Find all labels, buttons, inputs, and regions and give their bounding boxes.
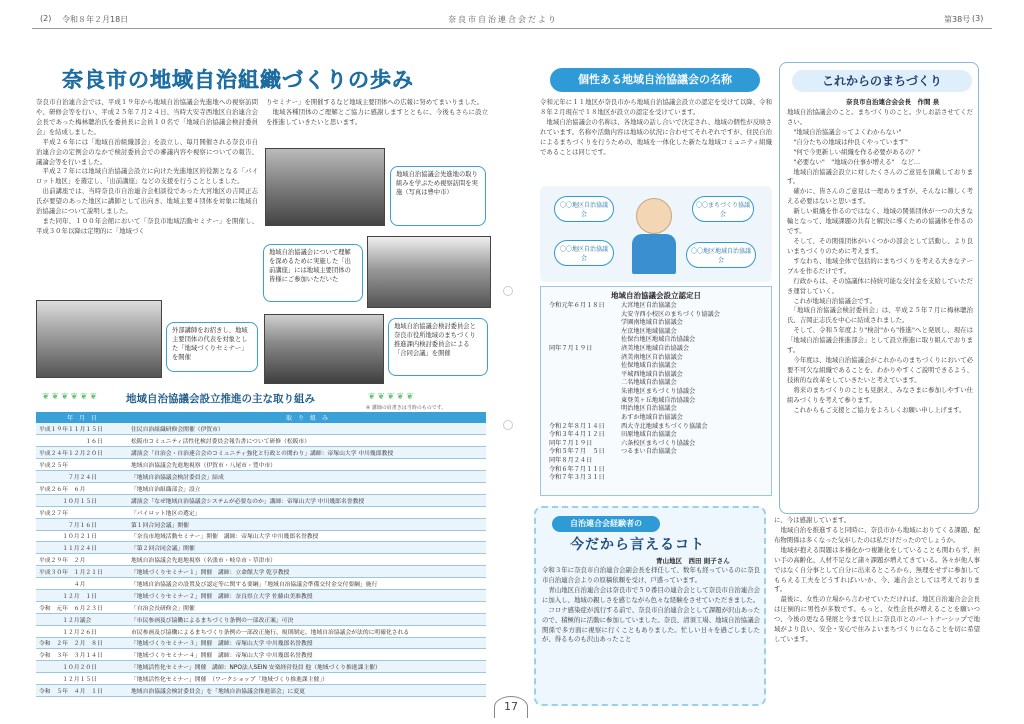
row-date: 令和 ２年 ２月 ８日 <box>36 637 128 649</box>
row-content: 住民自治組織研修会開催（伊賀市） <box>128 423 486 435</box>
header-rule <box>32 28 992 29</box>
row-date: 平成２６年 ６月 <box>36 482 128 494</box>
row-content: 「奈良市地域活動セミナー」開催 講師：帝塚山大学 中川幾郎名誉教授 <box>128 530 486 542</box>
efforts-note: ※ 講師の肩書きは当時のものです。 <box>366 405 447 411</box>
photo-outreach-lecture <box>367 236 491 308</box>
row-date: 平成２５年 <box>36 459 128 471</box>
caption-site-visit: 地域自治協議会先進地の取り組みを学ぶため視察訪問を実施（写真は豊中市） <box>390 166 486 226</box>
row-date: ４月 <box>36 578 128 590</box>
row-content: 「地域自治協議会検討委員会」結成 <box>128 471 486 483</box>
experience-title-small: 自治連合会経験者の <box>552 516 660 532</box>
cert-group: 六条校区まちづくり協議会 <box>621 439 696 447</box>
row-date: １２月２６日 <box>36 625 128 637</box>
mascot-head-icon <box>636 198 672 234</box>
efforts-title: 地域自治協議会設立推進の主な取り組み <box>126 393 315 405</box>
row-content: 地域自治協議会先進地視察（名張市・岐阜市・草津市） <box>128 554 486 566</box>
cert-group: 西大寺北地域まちづくり協議会 <box>621 422 708 430</box>
certification-groups <box>621 302 769 457</box>
row-content: 「地域づくりセミナー２」開催 講師：奈良県立大学 佐藤由美准教授 <box>128 589 486 601</box>
row-content: 「地域自治協議会の設置及び認定等に関する要綱」「地域自治協議会準備交付金交付要綱」施行 <box>128 578 486 590</box>
cert-group: 済美地区地域自治協議会 <box>621 345 690 353</box>
row-date: 平成２７年 <box>36 506 128 518</box>
row-content: 「第２回合同会議」開催 <box>128 542 486 554</box>
certification-box <box>540 286 772 496</box>
row-content: 第１回合同会議」開催 <box>128 518 486 530</box>
cert-date: 同年７月１９日 <box>549 345 593 353</box>
table-row <box>36 530 486 542</box>
right-page-number: (3) <box>972 14 984 23</box>
experience-title-big: 今だから言えるコト <box>570 537 705 553</box>
row-date: 令和 ３年 ３月１４日 <box>36 649 128 661</box>
cert-group: 学園南地域自治協議会 <box>621 319 683 327</box>
cert-group: つるまい自治協議会 <box>621 448 677 456</box>
cert-date <box>549 362 615 371</box>
cert-date <box>549 319 615 328</box>
caption-outreach-lecture: 地域自治協議会について理解を深めるために実施した「出前講座」には地域主要団体の皆様にご参加いただいた <box>263 244 363 302</box>
row-content: 「自治会長研修会」開催 <box>128 601 486 613</box>
feature-title: 奈良市の地域自治組織づくりの歩み <box>62 68 414 92</box>
cert-group: 済美南地区自治協議会 <box>621 353 683 361</box>
cert-group: 大安寺西小校区のまちづくり協議会 <box>621 310 720 318</box>
table-row <box>36 447 486 459</box>
names-body: 令和元年に１１地区が奈良市から地域自治協議会設立の認定を受けて以降、令和８年２月現在で１８地区が設立の認定を受けています。 地域自治協議会の名称は、各地域の話し合いで決定され、地域の個性が反映されています。名称や活動内容は地域の状況に合わせてそれぞれですが、住民自治によるまちづくりを行うための、地域を一体化した新たな地域コミュニティ組織であることは同じです。 <box>540 98 772 156</box>
table-row <box>36 435 486 447</box>
photo-site-visit <box>265 148 385 226</box>
row-content: 講演会「自治会・自治連合会のコミュニティ強化と行政との関わり」講師：帝塚山大学 中川幾郎教授 <box>128 447 486 459</box>
cert-date: 令和３年４月１２日 <box>549 431 605 439</box>
row-date: １２月 １日 <box>36 589 128 601</box>
issue-number: 第38号 <box>944 15 971 24</box>
experience-body-col1: 令和３年に奈良市自治連合会副会長を拝任して、数年も経っているのに奈良市自治連合会よりの原稿依頼を受け、戸惑っています。 青山地区自治連合会は奈良市で５０番目の連合会として奈良市自治連合会に加入し、地域の親しさを感じながら色々な経験をさせていただきました。 コロナ感染症が流行する前で、奈良市自治連合会として課題が沢山あったので、積極的に活動に参加していました。奈良、清須工場、地域自治協議会関係で多方面に視察に行くこともありました。忙しい日々を過ごしましたが、得るものも沢山あったこと <box>542 566 760 644</box>
cert-group: 平城西地域自治協議会 <box>621 370 683 378</box>
table-row <box>36 471 486 483</box>
blob-district-2: 〇〇地区自治協議会 <box>554 240 614 266</box>
leaf-decoration-right: ❦❦❦❦❦ <box>368 392 416 402</box>
table-row <box>36 625 486 637</box>
row-content: 「地域づくりセミナー３」開催 講師：帝塚山大学 中川幾郎名誉教授 <box>128 637 486 649</box>
cert-date <box>549 371 615 380</box>
cert-date: 令和２年８月１４日 <box>549 422 605 430</box>
cert-date: 令和元年６月１８日 <box>549 302 605 309</box>
row-content: 「パイロット地区の選定」 <box>128 506 486 518</box>
newsletter-title: 奈良市自治連合会だより <box>448 15 558 24</box>
cert-date <box>549 336 615 345</box>
row-date: １０月１５日 <box>36 494 128 506</box>
row-date: 平成２９年 ２月 <box>36 554 128 566</box>
row-content: 松阪市コミュニティ活性化検討委員会報告書について研修（松阪市） <box>128 435 486 447</box>
left-page-number: (2) <box>40 14 52 23</box>
table-row <box>36 601 486 613</box>
cert-group: 左京地区地域協議会 <box>621 327 677 335</box>
row-content: 「地域づくりセミナー４」開催 講師：帝塚山大学 中川幾郎名誉教授 <box>128 649 486 661</box>
photo-joint-meeting <box>264 314 384 384</box>
photo-seminar <box>36 300 162 378</box>
table-row <box>36 506 486 518</box>
certification-title: 地域自治協議会設立認定日 <box>611 291 701 300</box>
feature-body-col1: 奈良市自治連合会では、平成１９年から地域自治協議会先進地への視察訪問や、研修会等を行い、平成２５年７月２４日、当時大安寺西地区自治連合会会長であった梅林聰治氏を委員長に会員１０名で「地域自治協議会検討委員会」を結成しました。 平成２６年には「地域自治組織部会」を設立し、毎月開催される奈良市自治連合会の定例会のなかで検討委員会での審議内容や視察についての報告、議論会等を行いました。 平成２７年には地域自治協議会設立に向けた先進地区的役割となる「パイロット地区」を選定し、「出前講座」などの支援を行うこととしました。 出前講座では、当時奈良市自治連合会相談役であった大宮地区の吉岡正志氏が要望のあった地区に講師として出向き、地域主要４団体を対象に地域自治協議会について説明しました。 また同年、１００年会館において「奈良市地域活動セミナー」を開催し、平成３０年以降は定期的に「地域づく <box>36 98 258 235</box>
table-row <box>36 673 486 685</box>
row-content: 市民参画及び協働によるまちづくり条例の一部改正施行、規則制定、地域自治協議会が法的に明確化される <box>128 625 486 637</box>
leaf-decoration-left: ❦❦❦❦❦❦ <box>42 392 100 402</box>
row-date: １１月２４日 <box>36 542 128 554</box>
efforts-table <box>36 412 486 697</box>
table-row <box>36 589 486 601</box>
row-date: １２月１５日 <box>36 673 128 685</box>
row-date: ７月１６日 <box>36 518 128 530</box>
cert-date <box>549 397 615 406</box>
cert-group: 大宮地区自治協議会 <box>621 302 677 309</box>
certification-dates <box>549 302 615 483</box>
table-row <box>36 613 486 625</box>
table-row <box>36 661 486 673</box>
table-row <box>36 423 486 435</box>
row-date: ７月２４日 <box>36 471 128 483</box>
table-row <box>36 459 486 471</box>
row-date: 平成３０年 １月２１日 <box>36 566 128 578</box>
cert-date <box>549 379 615 388</box>
names-title: 個性ある地域自治協議会の名称 <box>550 68 760 92</box>
table-row <box>36 554 486 566</box>
experience-author: 青山地区 西田 則子さん <box>656 557 730 565</box>
cert-date <box>549 405 615 414</box>
row-content: 「地域活性化セミナー」開催 （ワークショップ「地域づくり推進課主催」） <box>128 673 486 685</box>
row-date: １２月議会 <box>36 613 128 625</box>
row-date: １０月２１日 <box>36 530 128 542</box>
row-content: 地域自治協議会先進地視察（伊賀市・八尾市・豊中市） <box>128 459 486 471</box>
cert-group: 二名地域自治協議会 <box>621 379 677 387</box>
table-row <box>36 566 486 578</box>
row-date: 平成１９年１１月１５日 <box>36 423 128 435</box>
cert-date <box>549 328 615 337</box>
binding-hole-bottom <box>503 420 513 430</box>
cert-date <box>549 414 615 423</box>
efforts-table-wrap <box>36 412 486 698</box>
future-title: これからのまちづくり <box>792 70 972 92</box>
row-content: 「市民参画及び協働によるまちづくり条例の一部改正案」可決 <box>128 613 486 625</box>
table-row <box>36 685 486 697</box>
blob-machizukuri: 〇〇まちづくり協議会 <box>692 196 754 222</box>
row-content: 「地域自治組織部会」設立 <box>128 482 486 494</box>
cert-date <box>549 354 615 363</box>
row-date: 令和 元年 ６月２３日 <box>36 601 128 613</box>
row-content: 講演会「なぜ地域自治協議会システムが必要なのか」講師：帝塚山大学 中川幾郎名誉教授 <box>128 494 486 506</box>
col-content-header: 取 り 組 み <box>128 412 486 423</box>
mascot-body-icon <box>632 234 676 274</box>
feature-body-col2: りセミナー」を開催するなど地域主要団体への広報に努めてまいりました。 地域各種団体のご理解とご協力に感謝しますとともに、今後もさらに設立を推進していきたいと思います。 <box>266 98 488 126</box>
table-row <box>36 578 486 590</box>
binding-hole-top <box>503 286 513 296</box>
row-content: 「地域づくりセミナー１」開催 講師：立命館大学 乾亨教授 <box>128 566 486 578</box>
row-date: 令和 ５年 ４月 １日 <box>36 685 128 697</box>
table-row <box>36 649 486 661</box>
left-date: 令和８年２月18日 <box>62 15 129 24</box>
names-illustration <box>540 186 772 282</box>
caption-seminar: 外部講師をお招きし、地域主要団体の代表を対象とした「地域づくりセミナー」を開催 <box>166 322 258 372</box>
future-author: 奈良市自治連合会会長 作間 泉 <box>846 98 940 106</box>
future-body: 地域自治協議会のこと。まちづくりのこと。少しお話させてください。 "地域自治協議会ってよくわからない" "自分たちの地域は仲良くやっています" "何で今更新しい組織を作る必要があるの？" "必要ない" "地域の仕事が増える" など… 地域自治協議会設立に対したくさんのご意見を頂戴しております。 確かに、皆さんのご意見は一理ありますが、そんなに難しく考える必要はないと思います。 新しい組織を作るのではなく、地域の関係団体が一つの大きな輪となって、地域課題の共有と解決に導くための協議体を作るのです。 そして、その関係団体がいくつかの部会として活動し、より良いまちづくりのために考えます。 すなわち、地域全体で包括的にまちづくりを考える大きなテーブルを作るだけです。 行政からは、その協議体に持続可能な交付金を支給していただき運営していく。 これが地域自治協議会です。 「地域自治協議会検討委員会」は、平成２５年７月に梅林聰治氏、吉岡正志氏を中心に結成されました。 そして、令和５年度より"検討"から"推進"へと発展し、現在は「地域自治協議会推進部会」として設立推進に取り組んでおります。 今年度は、地域自治協議会がこれからのまちづくりにおいて必要不可欠な組織であることを、わかりやすくご説明できるよう、技術的な改革をしていきたいと考えています。 将来のまちづくりのことも見据え、みなさまに参加しやすい仕組みづくりを考えて参ります。 これからもご支援とご協力をよろしくお願い申し上げます。 <box>787 108 973 414</box>
row-date: 平成２４年１２月２０日 <box>36 447 128 459</box>
cert-date: 同年７月１９日 <box>549 439 593 447</box>
experience-body-col2: に、今は感謝しています。 地域自治を推進すると同時に、奈良市から地域におりてくる課題、配布物関係は多くなった気がしたのは私だけだったのでしょうか。 地域が抱える問題は多様化かつ複雑化をしていることも関わらず、担い手の高齢化、人材不足など諸々課題が増えてきている。各々が他人事ではなく自分事として自分に出来るところから、無理をせずに参加してもらえる工夫をどうすればいいか、今、連合会としては考えております。 最後に、女性の立場から言わせていただければ、地区自治連合会会長は圧倒的に男性が多数です。もっと、女性会長が増えることを願いつつ、今後の更なる発展と今まで以上に奈良市とのパートナーシップで地域がより良い、安全・安心で住みよいまちづくりになることを切に希望しています。 <box>774 516 980 644</box>
col-date-header: 年 月 日 <box>36 412 128 423</box>
caption-joint-meeting: 地域自治協議会検討委員会と奈良市役所地域のまちづくり推進課内検討委員会による「合同会議」を開催 <box>388 318 488 376</box>
table-row <box>36 637 486 649</box>
cert-group: 朱雀地区まちづくり協議会 <box>621 388 696 396</box>
cert-group: 田原地域自治協議会 <box>621 431 677 439</box>
cert-date <box>549 311 615 320</box>
cert-group: 明治地区自治協議会 <box>621 405 677 413</box>
cert-group: 佐保台地区地域自治協議会 <box>621 336 696 344</box>
blob-district-1: 〇〇地区自治協議会 <box>554 196 614 222</box>
cert-group: 佐保地域自治協議会 <box>621 362 677 370</box>
blob-district-3: 〇〇地区地域自治協議会 <box>686 242 756 268</box>
table-row <box>36 482 486 494</box>
cert-group: 東登美ヶ丘地域自治協議会 <box>621 396 696 404</box>
cert-date: 令和５年７月 ５日 <box>549 448 605 456</box>
page-folio: 17 <box>494 696 528 718</box>
table-row <box>36 518 486 530</box>
table-row <box>36 542 486 554</box>
row-date: １６日 <box>36 435 128 447</box>
cert-group: あすか地域自治協議会 <box>621 413 683 421</box>
row-date: １０月２０日 <box>36 661 128 673</box>
cert-date: 令和６年７月１１日 <box>549 465 605 473</box>
cert-date: 同年８月２４日 <box>549 456 593 464</box>
cert-date <box>549 388 615 397</box>
cert-date: 令和７年３月３１日 <box>549 474 605 482</box>
table-row <box>36 494 486 506</box>
row-content: 「地域活性化セミナー」開催 講師：NPO法人SEIN 安楽経営役員 他（地域づくり推進課主催） <box>128 661 486 673</box>
row-content: 地域自治協議会検討委員会」を「地域自治協議会推進部会」に変更 <box>128 685 486 697</box>
